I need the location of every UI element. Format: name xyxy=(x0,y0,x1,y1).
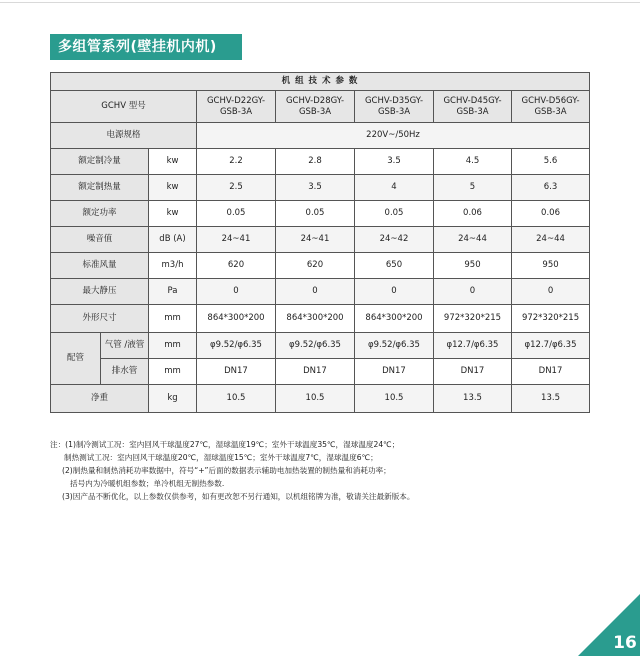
footnotes xyxy=(50,438,610,503)
table-cell: DN17 xyxy=(276,359,355,385)
table-cell: 0 xyxy=(434,279,512,305)
row-label: 噪音值 xyxy=(51,227,149,253)
table-cell: 4.5 xyxy=(434,149,512,175)
spec-table xyxy=(50,72,590,413)
table-cell: 24~44 xyxy=(434,227,512,253)
table-cell: 0.05 xyxy=(355,201,434,227)
row-label: 额定功率 xyxy=(51,201,149,227)
table-cell: φ9.52/φ6.35 xyxy=(355,333,434,359)
note-line: 注：(1)制冷测试工况：室内回风干球温度27℃，湿球温度19℃；室外干球温度35℃，湿球温度24℃； xyxy=(50,440,400,449)
table-cell: 10.5 xyxy=(197,385,276,413)
table-cell: 0.06 xyxy=(434,201,512,227)
table-cell: 13.5 xyxy=(512,385,590,413)
row-label: 额定制冷量 xyxy=(51,149,149,175)
note-line: 制热测试工况：室内回风干球温度20℃，湿球温度15℃；室外干球温度7℃，湿球温度6℃； xyxy=(64,453,378,462)
piping-row-label: 气管 /液管 xyxy=(101,333,149,359)
table-cell: DN17 xyxy=(512,359,590,385)
table-cell: 13.5 xyxy=(434,385,512,413)
table-cell: DN17 xyxy=(355,359,434,385)
model-name: GCHV-D35GY-GSB-3A xyxy=(355,91,434,123)
row-unit: kw xyxy=(149,201,197,227)
table-cell: 0 xyxy=(197,279,276,305)
table-cell: 950 xyxy=(434,253,512,279)
table-cell: φ9.52/φ6.35 xyxy=(276,333,355,359)
row-unit: mm xyxy=(149,333,197,359)
table-cell: 24~41 xyxy=(197,227,276,253)
table-cell: 972*320*215 xyxy=(512,305,590,333)
table-cell: 0 xyxy=(512,279,590,305)
table-cell: DN17 xyxy=(197,359,276,385)
note-line: 括号内为冷暖机组参数；单冷机组无制热参数. xyxy=(70,479,225,488)
table-cell: 5.6 xyxy=(512,149,590,175)
section-title: 多组管系列(壁挂机内机) xyxy=(50,34,242,60)
table-cell: 864*300*200 xyxy=(197,305,276,333)
table-cell: 864*300*200 xyxy=(276,305,355,333)
row-unit: mm xyxy=(149,359,197,385)
table-cell: 10.5 xyxy=(355,385,434,413)
table-cell: 5 xyxy=(434,175,512,201)
table-cell: 3.5 xyxy=(276,175,355,201)
note-line: (3)因产品不断优化，以上参数仅供参考，如有更改恕不另行通知，以机组铭牌为准，敬请关注最新版本。 xyxy=(62,492,415,501)
table-cell: 24~42 xyxy=(355,227,434,253)
top-divider xyxy=(0,2,640,3)
row-unit: kw xyxy=(149,175,197,201)
table-cell: 0.05 xyxy=(197,201,276,227)
row-unit: kw xyxy=(149,149,197,175)
page-number: 16 xyxy=(613,633,637,653)
table-cell: 620 xyxy=(197,253,276,279)
model-name: GCHV-D28GY-GSB-3A xyxy=(276,91,355,123)
row-unit: mm xyxy=(149,305,197,333)
table-cell: 3.5 xyxy=(355,149,434,175)
table-cell: 620 xyxy=(276,253,355,279)
row-unit: Pa xyxy=(149,279,197,305)
row-label: 标准风量 xyxy=(51,253,149,279)
table-cell: 10.5 xyxy=(276,385,355,413)
row-label: 外形尺寸 xyxy=(51,305,149,333)
model-header: GCHV 型号 xyxy=(51,91,197,123)
table-cell: 2.8 xyxy=(276,149,355,175)
table-cell: 2.5 xyxy=(197,175,276,201)
row-label: 额定制热量 xyxy=(51,175,149,201)
model-name: GCHV-D56GY-GSB-3A xyxy=(512,91,590,123)
table-cell: 4 xyxy=(355,175,434,201)
row-unit: m3/h xyxy=(149,253,197,279)
table-cell: 950 xyxy=(512,253,590,279)
table-cell: 864*300*200 xyxy=(355,305,434,333)
model-name: GCHV-D45GY-GSB-3A xyxy=(434,91,512,123)
table-title: 机 组 技 术 参 数 xyxy=(51,73,590,91)
table-cell: 0.05 xyxy=(276,201,355,227)
table-cell: 6.3 xyxy=(512,175,590,201)
row-unit: dB (A) xyxy=(149,227,197,253)
row-label: 最大静压 xyxy=(51,279,149,305)
model-name: GCHV-D22GY-GSB-3A xyxy=(197,91,276,123)
table-cell: 0 xyxy=(355,279,434,305)
piping-label: 配管 xyxy=(51,333,101,385)
table-cell: 972*320*215 xyxy=(434,305,512,333)
page-corner xyxy=(578,594,640,656)
note-line: (2)制热量和制热消耗功率数据中，符号“+”后面的数据表示辅助电加热装置的制热量和消耗功率； xyxy=(62,466,391,475)
table-cell: 650 xyxy=(355,253,434,279)
table-cell: φ9.52/φ6.35 xyxy=(197,333,276,359)
table-cell: 24~44 xyxy=(512,227,590,253)
table-cell: 2.2 xyxy=(197,149,276,175)
piping-row-label: 排水管 xyxy=(101,359,149,385)
table-cell: DN17 xyxy=(434,359,512,385)
table-cell: 24~41 xyxy=(276,227,355,253)
row-unit: kg xyxy=(149,385,197,413)
table-cell: φ12.7/φ6.35 xyxy=(512,333,590,359)
power-label: 电源规格 xyxy=(51,123,197,149)
table-cell: 0.06 xyxy=(512,201,590,227)
table-cell: 0 xyxy=(276,279,355,305)
row-label: 净重 xyxy=(51,385,149,413)
power-value: 220V~/50Hz xyxy=(197,123,590,149)
table-cell: φ12.7/φ6.35 xyxy=(434,333,512,359)
